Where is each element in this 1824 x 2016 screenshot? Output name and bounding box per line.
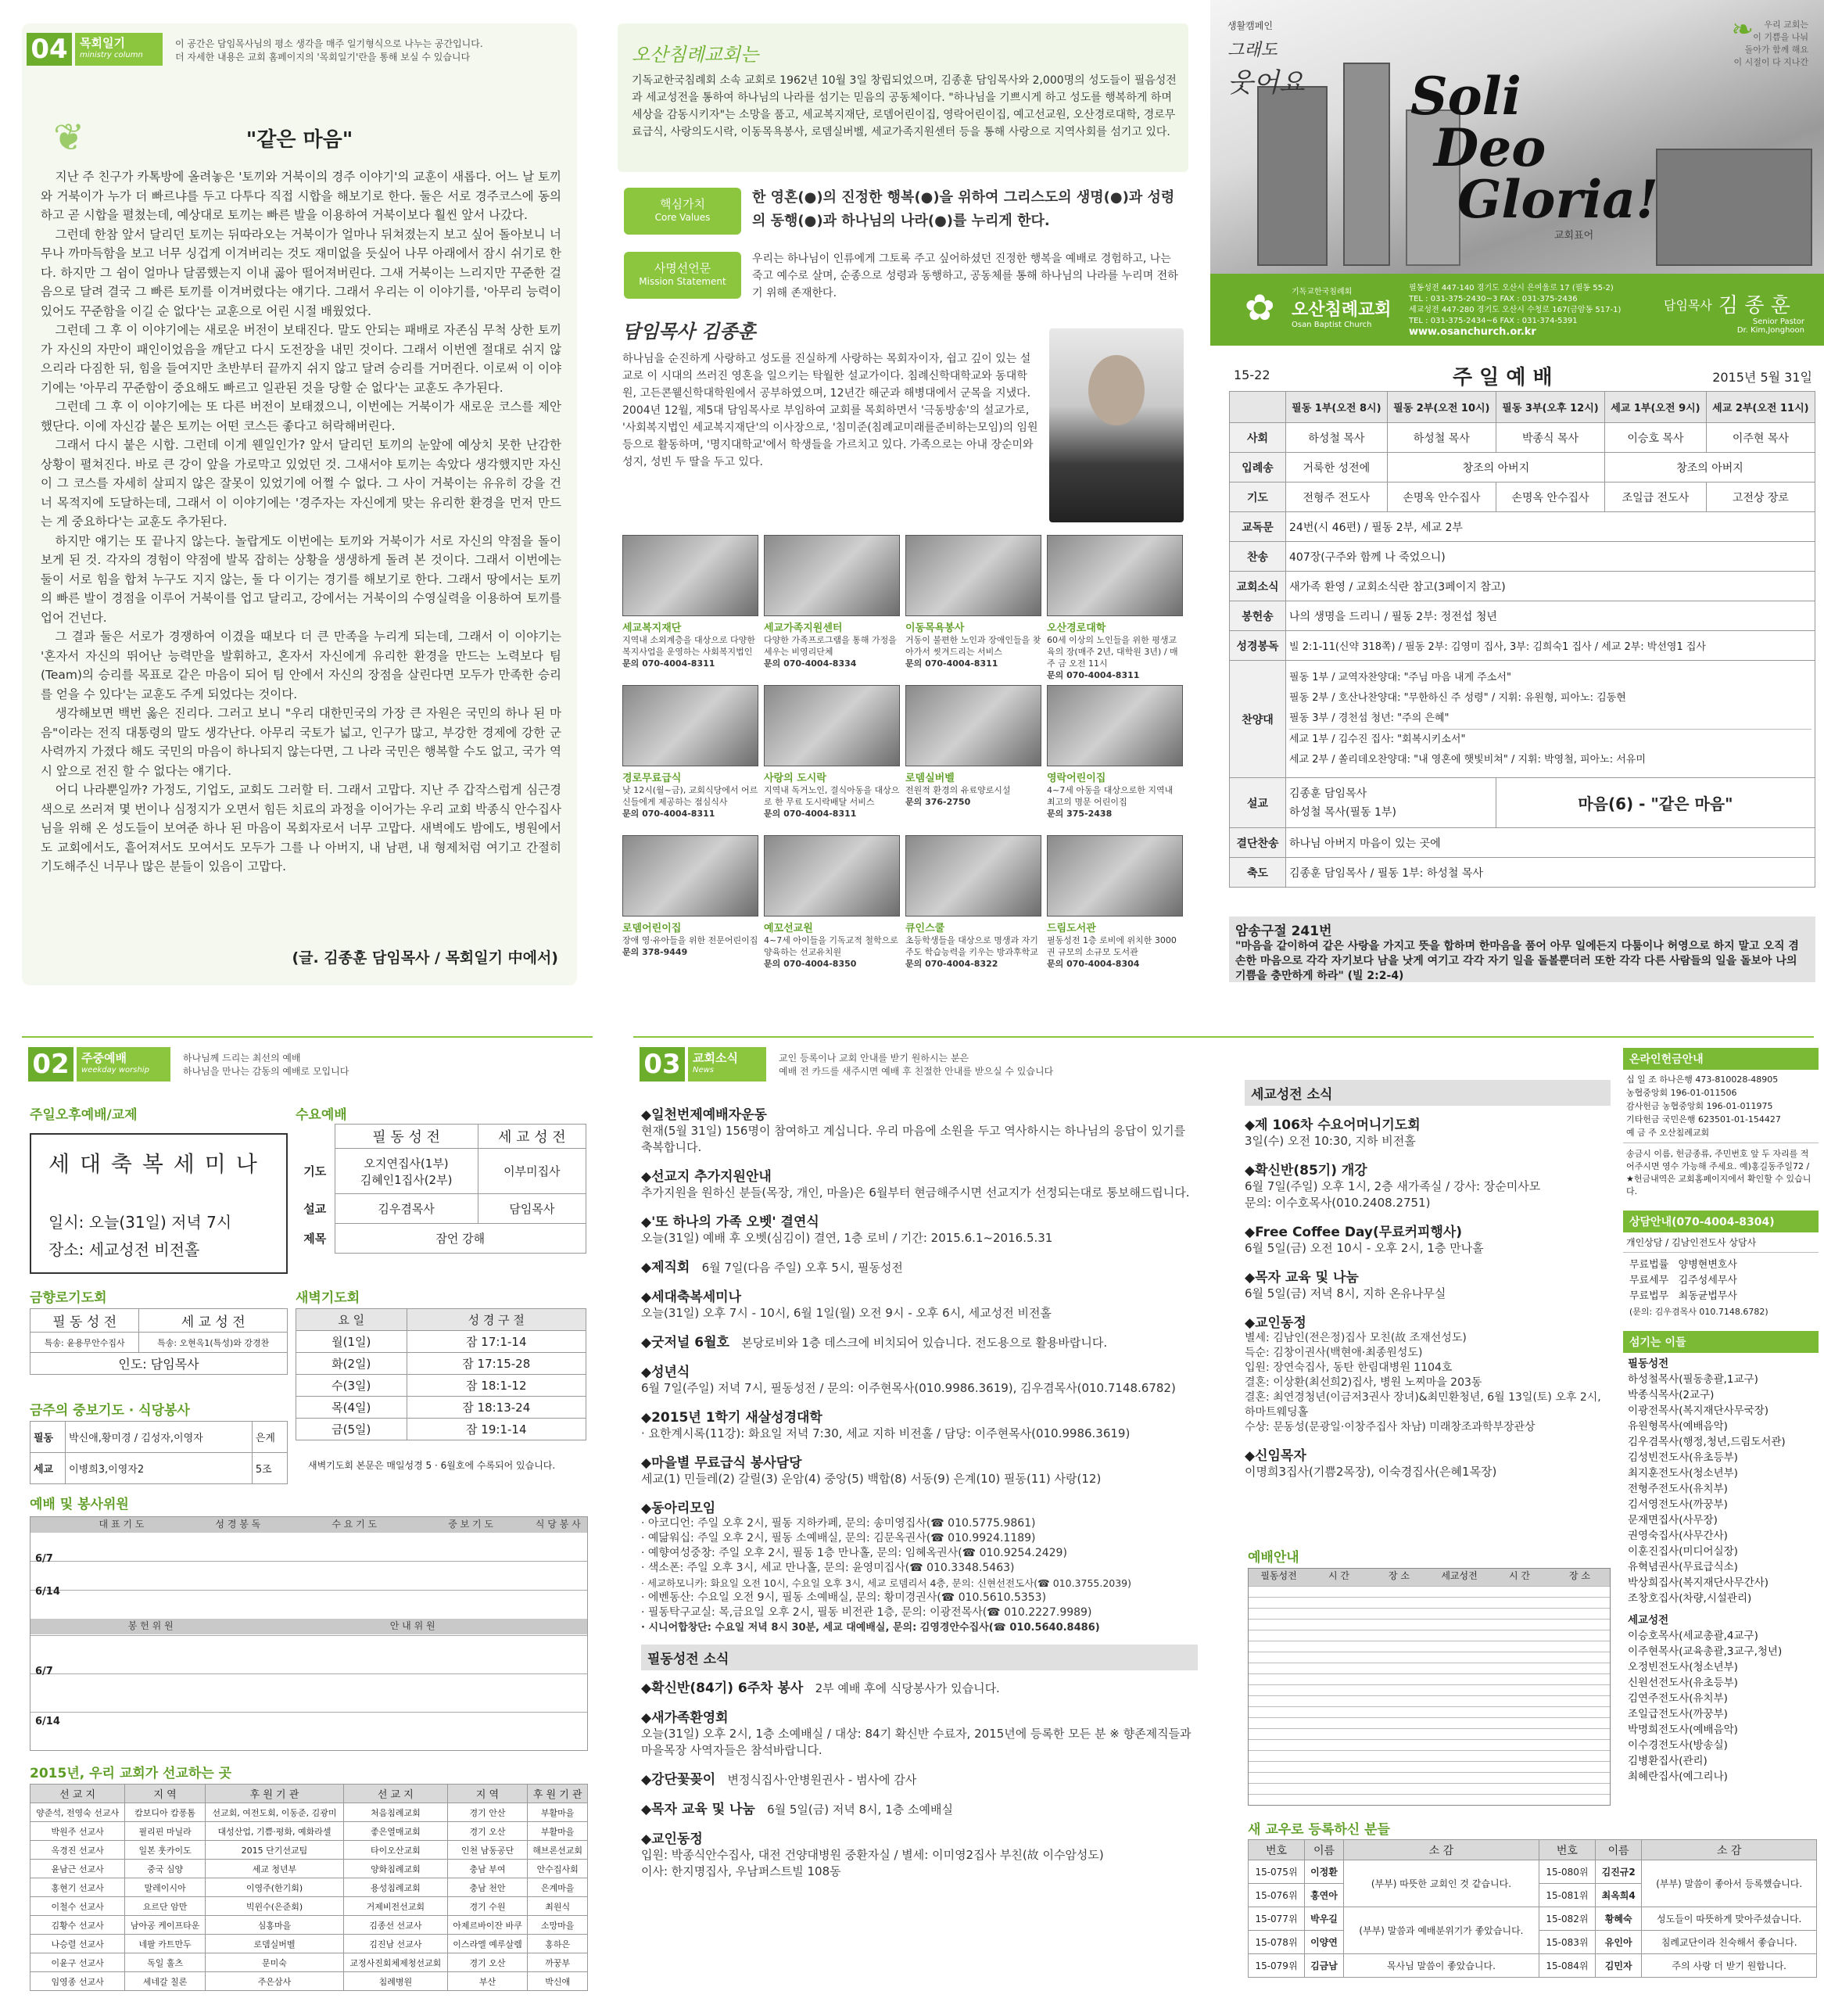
ministry-contact: 문의 375-2438 — [1047, 809, 1113, 819]
table-row: 박원주 선교사 필리핀 마닐라 대성산업, 기쁨·평화, 예화라셀 좋은열매교회 경기 오산 부활마을 — [30, 1822, 588, 1841]
pildong-news-header: 필동성전 소식 — [641, 1645, 1198, 1670]
leaf-icon: ❦ — [53, 116, 85, 160]
ministry-card — [622, 685, 758, 830]
ministry-photo — [905, 835, 1041, 917]
ministry-title: 큐인스쿨 — [905, 923, 945, 934]
church-motto: Soli Deo Gloria! — [1410, 66, 1659, 230]
ministry-title: 세교가족지원센터 — [764, 622, 843, 634]
weekday-worship-panel — [22, 1036, 593, 2016]
newcomers-title: 새 교우로 등록하신 분들 — [1248, 1822, 1390, 1838]
ministry-photo — [622, 535, 758, 616]
wednesday-table: 필 동 성 전 세 교 성 전 기도 오지연집사(1부) 김혜인1집사(2부) 이부미집사 설교 김우겸목사 담임목사 제목 잠언 강해 — [296, 1124, 586, 1254]
section-label: 목회일기 ministry column — [75, 33, 163, 66]
ministry-desc: 초등학생들을 대상으로 명생과 자기주도 학습능력을 키우는 방과후학교 — [905, 935, 1038, 957]
ministry-card — [1047, 685, 1183, 830]
column-body: 지난 주 친구가 카톡방에 올려놓은 '토끼와 거북이의 경주 이야기'의 교훈이 새롭다. 어느 날 토끼와 거북이가 누가 더 빠르냐를 두고 다투다 직접 시합을 해보기로 한다. 둘은 서로 경주코스에 동의하고 곧 시합을 펼쳤는데, 예상대로 토끼는 빠른 발을 이용하여 거북이보다 훨씬 앞서 나갔다. 그런데 한참 앞서 달리던 토끼는 뒤따라오는 거북이가 얼마나 뒤쳐졌는지 보고 싶어 돌아보니 너무나 까마득함을 보고 너무 싱겁게 이겨버리는 것도 재미없을 듯싶어 나무 아래에서 잠시 쉬기로 한다. 하지만 그 쉼이 얼마나 달콤했는지 이내 곯아 떨어져버린다. 그새 거북이는 느리지만 꾸준한 걸음으로 달려 결국 그 빠른 토끼를 이겨버렸다는 얘기다. 그래서 우리는 이 이야기를, '아무리 능력이 있어도 꾸준함을 이길 순 없다'는 교훈으로 어린 시절 배웠었다. 그런데 그 후 이 이야기에는 새로운 버전이 보태진다. 말도 안되는 패배로 자존심 무척 상한 토끼가 자신의 자만이 패인이었음을 깨닫고 다시 도전장을 내민 것이다. 그래서 이번엔 절대로 쉬지 않으리라 다짐한 뒤, 힘을 들여지만 초반부터 끝까지 쉬지 않고 달려 승리를 거머쥔다. 이로써 이 이야기에는 '아무리 꾸준함이 중요해도 빠르고 일관된 것을 당할 순 없다'는 교훈도 추가된다. 그런데 그 후 이 이야기에는 또 다른 버전이 보태졌으니, 이번에는 거북이가 새로운 코스를 제안했단다. 이에 자신감 붙은 토끼는 어떤 코스든 좋다고 허락해버린다. 그래서 다시 붙은 시합. 그런데 이게 웬일인가? 앞서 달리던 토끼의 눈앞에 예상치 못한 난감한 상황이 펼쳐진다. 바로 큰 강이 앞을 가로막고 있었던 것. 그새서야 토끼는 속았다 생각했지만 자신이 그 코스를 자세히 살피지 않은 잘못이 있었기에 어쩔 수 없다. 그 사이 거북이는 유유히 강을 건너 목적지에 도달하는데, 그래서 이 이야기에는 '경주자는 자신에게 맞는 유리한 환경을 먼저 만드는 게 중요하다'는 교훈도 추가된다. 하지만 얘기는 또 끝나지 않는다. 놀랍게도 이번에는 토끼와 거북이가 서로 자신의 약점을 돌이보게 된 것. 각자의 경험이 약점에 발목 잡히는 상황을 생생하게 돌려 본 것이다. 그래서 이번에는 둘이 서로 힘을 합쳐 누구도 지지 않는, 둘 다 이기는 경기를 해보기로 한다. 그래서 땅에서는 토끼의 빠른 발이 경점을 이루어 거북이를 업고 달리고, 강에서는 거북이의 수영실력을 이용하여 토끼를 업어 건넌다. 그 결과 둘은 서로가 경쟁하여 이겼을 때보다 더 큰 만족을 누리게 되는데, 그래서 이 이야기는 '혼자서 자신의 뛰어난 능력만을 발휘하고, 혼자서 자신에게 유리한 환경을 만드는 노력보다 팀(Team)의 승리를 목표로 같은 마음이 되어 팀 안에서 자신의 장점을 살린다면 모두가 만족한 승리를 얻을 수 있다'는 교훈도 주게 되었다는 것이다. 생각해보면 백번 옳은 진리다. 그러고 보니 "우리 대한민국의 가장 큰 자원은 국민의 하나 된 마음"이라는 전직 대통령의 말도 생각난다. 아무리 국토가 넓고, 인구가 많고, 부강한 경제에 강한 군사력까지 가졌다 해도 국민의 마음이 하나되지 않는다면, 그 나라 국민은 행복할 수도 없고, 국가 역시 앞으로 전진 할 수 없다는 얘기다. 어디 나라뿐일까? 가정도, 기업도, 교회도 그러할 터. 그래서 고맙다. 지난 주 갑작스럽게 심근경색으로 쓰러져 몇 번이나 심정지가 오면서 힘든 치료의 과정을 이어가는 우리 교회 박종식 안수집사님을 위해 온 성도들이 보여준 하나 된 마음이 목회자로서 너무 고맙다. 새벽에도 밤에도, 병원에서도 교회에서도, 흩어져서도 모여서도 모두가 그를 나 아버지, 내 남편, 내 형제처럼 여기고 간절히 기도해주신 너무나 많은 분들이 있음이 고맙다. — [41, 170, 561, 873]
list-item: 이수경전도사(방송실) — [1628, 1739, 1728, 1752]
table-row: 양준석, 전영숙 선교사 캄보디아 캄퐁톰 선교회, 여전도회, 이동준, 김광미 처음침례교회 경기 안산 부활마을 — [30, 1803, 588, 1822]
ministry-desc: 거동이 불편한 노인과 장애인들을 찾아가서 씻겨드리는 서비스 — [905, 635, 1041, 657]
schedule-table: 필동성전 시 간 장 소 세교성전 시 간 장 소 — [1248, 1568, 1611, 1806]
ministry-desc: 4~7세 아이들을 기독교적 철학으로 양육하는 선교유치원 — [764, 935, 898, 957]
ministry-contact: 문의 070-4004-8334 — [764, 658, 857, 669]
motto-label: 교회표어 — [1554, 230, 1594, 242]
list-item: 유혁념권사(무료급식소) — [1628, 1561, 1738, 1573]
list-item: 이광전목사(복지재단사무국장) — [1628, 1404, 1769, 1417]
ministry-title: 드림도서관 — [1047, 923, 1096, 934]
list-item: 김우겸목사(행정,청년,드림도서관) — [1628, 1436, 1786, 1448]
list-item: 신원선전도사(유초등부) — [1628, 1677, 1738, 1689]
list-item: 오정빈전도사(청소년부) — [1628, 1661, 1738, 1673]
ministry-photo — [1047, 835, 1183, 917]
list-item: 권영숙집사(사무간사) — [1628, 1530, 1728, 1542]
section-intro: 이 공간은 담임목사님의 평소 생각을 매주 일기형식으로 나누는 공간입니다. 더 자세한 내용은 교회 홈페이지의 '목회일기'란을 통해 보실 수 있습니다 — [175, 38, 483, 63]
table-row: 나승렬 선교사 네팔 카트만두 로뎀실버벨 김진남 선교사 이스라엘 예루살렘 홍하은 — [30, 1935, 588, 1953]
ministry-title: 이동목욕봉사 — [905, 622, 965, 634]
worship-header: 15-22 주 일 예 배 2015년 5월 31일 — [1234, 366, 1812, 389]
table-row: 15-075위 이정환 (부부) 따뜻한 교회인 것 같습니다. 15-080위 김진규2 (부부) 말씀이 좋아서 등록했습니다. — [1249, 1860, 1817, 1884]
table-row: 15-076위 홍연아 15-081위 최옥희4 — [1249, 1884, 1817, 1907]
schedule-title: 예배안내 — [1248, 1550, 1299, 1566]
ministry-desc: 필동성전 1층 로비에 위치한 3000권 규모의 소규모 도서관 — [1047, 935, 1177, 957]
ministry-photo — [764, 685, 900, 766]
ministry-contact: 문의 376-2750 — [905, 797, 971, 807]
ministry-desc: 4~7세 아동을 대상으로한 지역내 최고의 명문 어린이집 — [1047, 785, 1174, 807]
table-row: 임영종 선교사 세네갈 칠론 주은삼사 침례병원 부산 박신애 — [30, 1972, 588, 1991]
ministry-card — [764, 535, 900, 680]
missions-title: 2015년, 우리 교회가 선교하는 곳 — [30, 1766, 232, 1781]
list-item: 하성철목사(필동총괄,1교구) — [1628, 1373, 1758, 1386]
online-offering-note: 송금시 이름, 헌금종류, 주민번호 앞 두 자리를 적어주시면 영수 가능해 주세요. 예)홍길동주일72 / ★헌금내역은 교회홈페이지에서 확인할 수 있습니다. — [1623, 1143, 1819, 1203]
core-values-text: 한 영혼(●)의 진정한 행복(●)을 위하여 그리스도의 생명(●)과 성령의 동행(●)과 하나님의 나라(●)를 누리게 한다. — [752, 189, 1175, 229]
section-intro: 하나님께 드리는 최선의 예배 하나님을 만나는 감동의 예배로 모입니다 — [183, 1053, 349, 1077]
worship-order-table: 필동 1부(오전 8시) 필동 2부(오전 10시) 필동 3부(오후 12시) 세교 1부(오전 9시) 세교 2부(오전 11시) 사회 하성철 목사 하성철 목사 박종식 목사 이승호 목사 이주현 목사 입례송 거룩한 성전에 창조의 아버지 창조의 아버지 기도 전형주 전도사 손명옥 안수집사 손명옥 안수집사 조일급 전도사 고전상 장로 교독문 24번(시 46편) / 필동 2부, 세교 2부 찬송 407장(구주와 함께 나 죽었으니) 교회소식 새가족 환영 / 교회소식란 참고(3페이지 참고) 봉헌송 나의 생명을 드리니 / 필동 2부: 정전섭 청년 성경봉독 빌 2:1-11(신약 318쪽) / 필동 2부: 김영미 집사, 3부: 김희숙1 집사 / 세교 2부: 박선영1 집사 찬양대 필동 1부 / 교역자찬양대: "주님 마음 내게 주소서" 필동 2부 / 호산나찬양대: "무한하신 주 성령" / 지휘: 유원형, 피아노: 김동현 필동 3부 / 경천섬 청년: "주의 은혜" 세교 1부 / 김수진 집사: "회복시키소서" 세교 2부 / 쏠리데오찬양대: "내 영혼에 햇빛비쳐" / 지휘: 박영철, 피아노: 서유미 설교 김종훈 담임목사 하성철 목사(필동 1부) 마음(6) - "같은 마음" 결단찬송 하나님 아버지 마음이 있는 곳에 축도 김종훈 담임목사 / 필동 1부: 하성철 목사 — [1229, 391, 1815, 888]
counsel-sub: 개인상담 / 김남인전도사 상담사 — [1623, 1232, 1819, 1253]
section-label: 교회소식 News — [688, 1047, 766, 1082]
list-item: 박상희집사(복지재단사무간사) — [1628, 1577, 1769, 1589]
list-item: 김병환집사(관리) — [1628, 1755, 1708, 1767]
table-row: 15-077위 박우길 (부부) 말씀과 예배분위기가 좋았습니다. 15-082위 황혜숙 성도들이 따뜻하게 맞아주셨습니다. — [1249, 1907, 1817, 1931]
church-intro-text: 기독교한국침례회 소속 교회로 1962년 10월 3일 창립되었으며, 김종훈 담임목사와 2,000명의 성도들이 필음성전과 세교성전을 통하여 하나님의 나라를 섬기는 믿음의 공동체이다. "하나님을 기쁘시게 하고 성도를 행복하게 하며 세상을 감동시키자"는 소망을 품고, 세교복지재단, 로뎀어린이집, 영락어린이집, 예고선교원, 오산경로대학, 경로무료급식, 사랑의도시락, 이동목욕봉사, 로뎀실버벨, 세교가족지원센터 등을 통해 사랑으로 지역사회를 섬기고 있다. — [632, 74, 1177, 138]
campaign-text: 생활캠페인 그래도 웃어요 — [1227, 20, 1305, 99]
core-values-badge: 핵심가치 Core Values — [624, 188, 741, 235]
list-item: 문재면집사(사무장) — [1628, 1514, 1718, 1526]
ministry-card — [764, 685, 900, 830]
staff-list: 필동성전 하성철목사(필동총괄,1교구) 박종식목사(2교구) 이광전목사(복지재단사무국장) 유원형목사(예배음악) 김우겸목사(행정,청년,드림도서관) 김성빈전도사(유초등부) 최지훈전도사(청소년부) 전형주전도사(유치부) 김서영전도사(까꿍부) 문재면집사(사무장) 권영숙집사(사무간사) 이훈진집사(미디어실장) 유혁념권사(무료급식소) 박상희집사(복지재단사무간사) 조창호집사(차량,시설관리) 세교성전 이승호목사(세교총괄,4교구) 이주현목사(교육총괄,3교구,청년) 오정빈전도사(청소년부) 신원선전도사(유초등부) 김연주전도사(유치부) 조일급전도사(까꿍부) 박명희전도사(예배음악) 이수경전도사(방송실) 김병환집사(관리) 최혜란집사(예그리나) — [1623, 1353, 1819, 1788]
ministry-card — [1047, 835, 1183, 981]
seminar-box: 세 대 축 복 세 미 나 일시: 오늘(31일) 저녁 7시 장소: 세교성전 비전홀 — [30, 1133, 288, 1274]
list-item: 유원형목사(예배음악) — [1628, 1420, 1728, 1433]
ministry-contact: 문의 070-4004-8311 — [764, 809, 857, 819]
ministry-card — [905, 685, 1041, 830]
ministry-photo — [1047, 685, 1183, 766]
ministry-desc: 60세 이상의 노인들을 위한 평생교육의 장(매주 2년, 대학원 3년) / 매주 금 오전 11시 — [1047, 635, 1178, 669]
divider — [22, 1036, 593, 1038]
wednesday-title: 수요예배 — [296, 1107, 347, 1123]
ministry-title: 오산경로대학 — [1047, 622, 1106, 634]
column-title: "같은 마음" — [245, 128, 353, 152]
ministry-title: 로뎀어린이집 — [622, 923, 682, 934]
table-row: 15-079위 김금남 목사님 말씀이 좋았습니다. 15-084위 김민자 주의 사랑 더 받기 원합니다. — [1249, 1954, 1817, 1978]
list-item: 김서영전도사(까꿍부) — [1628, 1498, 1728, 1511]
ministry-contact: 문의 070-4004-8311 — [905, 658, 998, 669]
ministry-photo — [1047, 535, 1183, 616]
ministry-photo — [905, 535, 1041, 616]
ministry-contact: 문의 070-4004-8322 — [905, 959, 998, 969]
mission-text: 우리는 하나님이 인류에게 그토록 주고 싶어하셨던 진정한 행복을 예배로 경험하고, 나는 죽고 예수로 살며, 순종으로 성령과 동행하고, 공동체를 통해 하나님의 나라를 누리며 전하기 위해 존재한다. — [752, 253, 1178, 300]
list-item: 이승호목사(세교총괄,4교구) — [1628, 1630, 1758, 1642]
ministry-card — [764, 835, 900, 981]
table-row: 옥경진 선교사 일본 훗카이도 2015 단기선교팀 타이오산교회 인천 남동공단 해브론선교회 — [30, 1841, 588, 1860]
ministry-contact: 문의 070-4004-8311 — [622, 658, 715, 669]
list-item: 조일급전도사(까꿍부) — [1628, 1708, 1728, 1720]
ministry-contact: 문의 070-4004-8304 — [1047, 959, 1140, 969]
memory-verse: 암송구절 241번 "마음을 같이하여 같은 사랑을 가지고 뜻을 합하며 한마음을 품어 아무 일에든지 다툼이나 허영으로 하지 말고 오직 겸손한 마음으로 각각 자기보다 남을 낫게 여기고 각각 자기 일을 돌볼뿐더러 또한 각각 다른 사람들의 일을 돌보아 나의 기쁨을 충만하게 하라" (빌 2:2-4) — [1229, 917, 1815, 982]
table-row: 홍현기 선교사 말레이시아 이영주(한기회) 용성침례교회 충남 천안 은계마을 — [30, 1878, 588, 1897]
ministry-title: 경로무료급식 — [622, 773, 682, 784]
column-signature: (글. 김종훈 담임목사 / 목회일기 中에서) — [292, 949, 558, 967]
ministry-photo — [764, 535, 900, 616]
ministry-desc: 지역내 독거노인, 결식아동을 대상으로 한 무료 도시락배달 서비스 — [764, 785, 900, 807]
side-slogan: 우리 교회는 이 기쁨을 나눠 돌아가 함께 해요 이 시절이 다 지나간 — [1733, 20, 1808, 67]
ministry-contact: 문의 378-9449 — [622, 947, 688, 957]
meal-service-title: 금주의 중보기도 · 식당봉사 — [30, 1403, 190, 1419]
ministry-card — [622, 535, 758, 680]
pastor-photo — [1049, 328, 1184, 522]
sunday-pm-title: 주일오후예배/교제 — [30, 1107, 138, 1123]
ministry-desc: 장애 영·유아들을 위한 전문어린이집 — [622, 935, 758, 945]
divider — [633, 1036, 1814, 1038]
list-item: 이훈진집사(미디어실장) — [1628, 1545, 1738, 1558]
friday-title: 금향로기도회 — [30, 1290, 107, 1306]
ministry-photo — [905, 685, 1041, 766]
missions-table: 선 교 지 지 역 후 원 기 관 선 교 지 지 역 후 원 기 관 양준석, 전영숙 선교사 캄보디아 캄퐁톰 선교회, 여전도회, 이동준, 김광미 처음침례교회 경기 안산 부활마을 박원주 선교사 필리핀 마닐라 대성산업, 기쁨·평화, 예화라셀 좋은열매교회 경기 오산 부활마을 옥경진 선교사 일본 훗카이도 2015 단기선교팀 타이오산교회 인천 남동공단 해브론선교회 윤남근 선교사 중국 심양 세교 청년부 양화침례교회 충남 부여 안수집사회 홍현기 선교사 말레이시아 이영주(한기회) 용성침례교회 충남 천안 은계마을 이철수 선교사 요르단 암만 빅윈수(은준회) 거제비전선교회 경기 수원 최원식 김황수 선교사 남아공 케이프타운 심홍마을 김종선 선교사 아제르바이잔 바쿠 소망마을 나승렬 선교사 네팔 카트만두 로뎀실버벨 김진남 선교사 이스라엘 예루살렘 홍하은 이윤구 선교사 독일 훌츠 문미숙 교정사진회체제청선교회 경기 오산 까꿍부 임영종 선교사 세네갈 칠론 주은삼사 침례병원 부산 박신애 — [30, 1784, 588, 1991]
ministry-desc: 다양한 가족프로그램을 통해 가정을 세우는 비영리단체 — [764, 635, 897, 657]
list-item: 조창호집사(차량,시설관리) — [1628, 1592, 1752, 1605]
ministry-title: 사랑의 도시락 — [764, 773, 826, 784]
leaf-icon: ❧ — [1731, 14, 1754, 45]
list-item: 김연주전도사(유치부) — [1628, 1692, 1728, 1705]
table-row: 이윤구 선교사 독일 훌츠 문미숙 교정사진회체제청선교회 경기 오산 까꿍부 — [30, 1953, 588, 1972]
church-logo-icon: ✿ — [1245, 286, 1275, 328]
sekyo-news-header: 세교성전 소식 — [1245, 1080, 1611, 1106]
ministry-contact: 문의 070-4004-8311 — [622, 809, 715, 819]
newcomers-table: 번호 이름 소 감 번호 이름 소 감 15-075위 이정환 (부부) 따뜻한 교회인 것 같습니다. 15-080위 김진규2 (부부) 말씀이 좋아서 등록했습니다. 15-076위 홍연아 15-081위 최옥희4 15-077위 박우길 (부부) 말씀과 예배분위기가 좋았습니다. 15-082위 황혜숙 성도들이 따뜻하게 맞아주셨습니다. 15-078위 이양연 15-083위 유인아 침례교단이라 친숙해서 좋습니다. 15-079위 김금남 목사님 말씀이 좋았습니다. 15-084위 김민자 주의 사랑 더 받기 원합니다. — [1248, 1839, 1817, 1978]
ministry-title: 세교복지재단 — [622, 622, 682, 634]
friday-table: 필 동 성 전 세 교 성 전 특송: 윤용무안수집사 특송: 오현옥1(특성)와 강경찬 인도: 담임목사 — [30, 1308, 288, 1375]
ministry-photo — [622, 835, 758, 917]
church-intro-panel — [618, 23, 1188, 985]
counsel-title: 상담안내(070-4004-8304) — [1623, 1211, 1819, 1232]
list-item: 전형주전도사(유치부) — [1628, 1483, 1728, 1495]
online-offering-lines: 십 일 조 하나은행 473-810028-48905 농협중앙회 196-01-011506 감사헌금 농협중앙회 196-01-011975 기타헌금 국민은행 623501-01-154427 예 금 주 오산침례교회 — [1626, 1074, 1781, 1138]
section-number: 03 — [640, 1047, 685, 1082]
ministry-contact: 문의 070-4004-8350 — [764, 959, 857, 969]
section-label: 주중예배 weekday worship — [77, 1047, 170, 1082]
table-row: 15-078위 이양연 15-083위 유인아 침례교단이라 친숙해서 좋습니다. — [1249, 1931, 1817, 1954]
online-offering-title: 온라인헌금안내 — [1623, 1048, 1819, 1070]
news-column-right: 세교성전 소식 ◆제 106차 수요어머니기도회 3일(수) 오전 10:30, 지하 비전홀 ◆확신반(85기) 개강 6월 7일(주일) 오후 1시, 2층 새가족실 / 강사: 장순미사모 문의: 이수호목사(010.2408.2751) ◆Free Coffee Day(무료커피행사) 6월 5일(금) 오전 10시 - 오후 2시, 1층 만나홀 ◆목자 교육 및 나눔 6월 5일(금) 저녁 8시, 지하 온유나무실 ◆교인동정 별세: 김남인(전은정)집사 모친(故 조재선성도) 득순: 김창이권사(백현애·최종원성도) 입원: 장연숙집사, 동탄 한림대병원 1104호 결혼: 이상환(최선희2)집사, 병원 노찌마을 203동 결혼: 최연경청년(이금저3권사 장녀)&최민환청년, 6월 13일(토) 오후 2시, 하마트웨딩홀 수상: 문동성(문광일·이창주집사 차남) 미래창조과학부장관상 ◆신임목자 이명희3집사(기쁨2목장), 이숙경집사(은혜1목장) — [1245, 1080, 1611, 1490]
ministry-desc: 지역내 소외계층을 대상으로 다양한 복지사업을 운영하는 사회복지법인 — [622, 635, 755, 657]
ministry-title: 예꼬선교원 — [764, 923, 813, 934]
sunday-worship-panel — [1210, 0, 1824, 987]
ministry-photo — [764, 835, 900, 917]
table-row: 윤남근 선교사 중국 심양 세교 청년부 양화침례교회 충남 부여 안수집사회 — [30, 1860, 588, 1878]
section-number: 02 — [28, 1047, 73, 1082]
church-banner: ✿ 기독교한국침례회 오산침례교회 Osan Baptist Church 필동성전 447-140 경기도 오산시 은여울로 17 (필동 55-2) TEL : 031-375-2430~3 FAX : 031-375-2436 세교성전 447-280 경기도 오산시 수청로 167(금암동 517-1) TEL : 031-375-2434~6 FAX : 031-374-5391 www.osanchurch.or.kr 담임목사 김 종 훈 Senior Pastor Dr. Kim,Jonghoon — [1210, 274, 1824, 346]
pastor-text: 하나님을 순진하게 사랑하고 성도를 진실하게 사랑하는 목회자이자, 쉽고 깊이 있는 설교로 이 시대의 쓰러진 영혼을 일으키는 탁월한 설교가이다. 침례신학대학교와 동대학원, 고든콘웰신학대학원에서 공부하였으며, 12년간 해군과 해병대에서 군목을 지냈다. 2004년 12월, 제5대 담임목사로 부임하여 교회를 목회하면서 '극동방송'의 설교가로, '사회복지법인 세교복지재단'의 이사장으로, '침미준(침례교미래를준비하는모임)의 임원 등으로 활동하며, '명지대학교'에서 학생들을 가르치고 있다. 가족으로는 아내 장순미와 성지, 성빈 두 딸을 두고 있다. — [622, 353, 1038, 468]
ministry-card — [1047, 535, 1183, 680]
table-row: 김황수 선교사 남아공 케이프타운 심홍마을 김종선 선교사 아제르바이잔 바쿠 소망마을 — [30, 1916, 588, 1935]
list-item: 최지훈전도사(청소년부) — [1628, 1467, 1738, 1480]
ministry-title: 로뎀실버벨 — [905, 773, 955, 784]
service-committee-table: 대 표 기 도 성 경 봉 독 수 요 기 도 중 보 기 도 식 당 봉 사 6/7 6/14 봉 헌 위 원 안 내 위 원 6/7 6/14 — [30, 1516, 588, 1751]
list-item: 박명희전도사(예배음악) — [1628, 1724, 1738, 1736]
list-item: 최혜란집사(예그리나) — [1628, 1770, 1728, 1783]
dawn-prayer-note: 새벽기도회 본문은 매일성경 5 · 6월호에 수록되어 있습니다. — [308, 1460, 556, 1471]
mission-badge: 사명선언문 Mission Statement — [624, 252, 741, 299]
ministry-contact: 문의 070-4004-8311 — [1047, 670, 1140, 680]
ministry-title: 영락어린이집 — [1047, 773, 1106, 784]
section-intro: 교인 등록이나 교회 안내를 받기 원하시는 분은 예배 전 카드를 새주시면 예배 후 친절한 안내를 받으실 수 있습니다 — [779, 1053, 1054, 1077]
ministry-desc: 전원적 환경의 유료양로시설 — [905, 785, 1011, 795]
list-item: 이주현목사(교육총괄,3교구,청년) — [1628, 1645, 1783, 1658]
ministry-card — [905, 835, 1041, 981]
ministry-card — [622, 835, 758, 981]
service-committee-title: 예배 및 봉사위원 — [30, 1497, 129, 1512]
dawn-prayer-title: 새벽기도회 — [296, 1290, 360, 1306]
ministry-card — [905, 535, 1041, 680]
church-intro-heading: 오산침례교회는 — [632, 44, 759, 66]
news-column-left: ◆일천번제예배자운동 현재(5월 31일) 156명이 참여하고 계십니다. 우리 마음에 소원을 두고 역사하시는 하나님의 응답이 있기를 축복합니다. ◆선교지 추가지원안내 추가지원을 원하신 분들(목장, 개인, 마을)은 6월부터 현금해주시면 선교지가 선정되는대로 통보해드립니다. ◆'또 하나의 가족 오벳' 결연식 오늘(31일) 예배 후 오벳(심김이) 결연, 1층 로비 / 기간: 2015.6.1~2016.5.31 ◆제직회 6월 7일(다음 주일) 오후 5시, 필동성전 ◆세대축복세미나 오늘(31일) 오후 7시 - 10시, 6월 1일(월) 오전 9시 - 오후 6시, 세교성전 비전홀 ◆굿저널 6월호 본당로비와 1층 데스크에 비치되어 있습니다. 전도용으로 활용바랍니다. ◆성년식 6월 7일(주일) 저녁 7시, 필동성전 / 문의: 이주현목사(010.9986.3619), 김우겸목사(010.7148.6782) ◆2015년 1학기 새살성경대학 · 요한계시록(11강): 화요일 저녁 7:30, 세교 지하 비전홀 / 담당: 이주현목사(010.9986.3619) ◆마을별 무료급식 봉사담당 세교(1) 민들레(2) 갈릴(3) 운암(4) 중앙(5) 백합(8) 서동(9) 은계(10) 필동(11) 사랑(12) ◆동아리모임 · 아코디언: 주일 오후 2시, 필동 지하카페, 문의: 송미영집사(☎ 010.5775.9861) · 예닮워십: 주일 오후 2시, 필동 소예배실, 문의: 김문옥권사(☎ 010.9924.1189) · 예향여성중창: 주일 오후 2시, 필동 1층 만나홀, 문의: 임혜옥권사(☎ 010.9254.2429) · 색소폰: 주일 오후 3시, 세교 만나홀, 문의: 윤영미집사(☎ 010.3348.5463) · 세교하모니카: 화요일 오전 10시, 수요일 오후 3시, 세교 로뎀리서 4층, 문의: 신현선전도사(☎ 010.3755.2039) · 에벤동산: 수요일 오전 9시, 필동 소예배실, 문의: 황미경권사(☎ 010.5610.5353) · 필동탁구교실: 목,금요일 오후 2시, 필동 비전관 1층, 문의: 이광전목사(☎ 010.2227.9989) · 시니어합창단: 수요일 저녁 8시 30분, 세교 대예배실, 문의: 김영경안수집사(☎ 010.5640.8486) 필동성전 소식 ◆확신반(84기) 6주차 봉사 2부 예배 후에 식당봉사가 있습니다. ◆새가족환영회 오늘(31일) 오후 2시, 1층 소예배실 / 대상: 84기 확신반 수료자, 2015년에 등록한 모든 분 ※ 향존제직들과 마을목장 사역자들은 참석바랍니다. ◆강단꽃꽂이 변정식집사·안병원권사 - 범사에 감사 ◆목자 교육 및 나눔 6월 5일(금) 저녁 8시, 1층 소예배실 ◆교인동정 입원: 박종식안수집사, 대전 건양대병원 중환자실 / 별세: 이미영2집사 부친(故 이수암성도) 이사: 한지명집사, 우남퍼스트빌 108동 — [641, 1103, 1198, 1889]
dawn-prayer-table: 요 일 성 경 구 절 월(1일) 잠 17:1-14 화(2일) 잠 17:15-28 수(3일) 잠 18:1-12 목(4일) 잠 18:13-24 금(5일) 잠 19:1-14 — [296, 1308, 586, 1440]
ministry-desc: 낮 12시(월~금), 교회식당에서 어르신들에게 제공하는 점심식사 — [622, 785, 758, 807]
pastor-heading: 담임목사 김종훈 — [622, 320, 756, 343]
counsel-rows: 무료법률 양병현변호사 무료세무 김주성세무사 무료법무 최동균법무사 (문의: 김우겸목사 010.7148.6782) — [1629, 1259, 1768, 1317]
section-number: 04 — [27, 33, 72, 66]
ministry-column-panel — [22, 23, 577, 985]
list-item: 김성빈전도사(유초등부) — [1628, 1451, 1738, 1464]
list-item: 박종식목사(2교구) — [1628, 1389, 1715, 1401]
staff-title: 섬기는 이들 — [1623, 1331, 1819, 1353]
ministry-grid — [622, 535, 1188, 985]
meal-service-table: 필동 박신애,황미경 / 김성자,이영자 은계 세교 이병희3,이영자2 5조 — [30, 1421, 288, 1484]
table-row: 이철수 선교사 요르단 암만 빅윈수(은준회) 거제비전선교회 경기 수원 최원식 — [30, 1897, 588, 1916]
ministry-photo — [622, 685, 758, 766]
info-sidebar — [1623, 1048, 1819, 1830]
